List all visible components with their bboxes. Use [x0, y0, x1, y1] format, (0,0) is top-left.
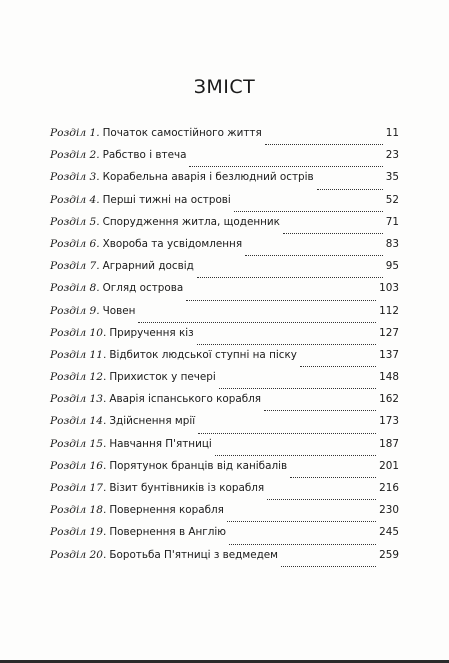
page-number: 52 — [385, 193, 399, 206]
page-number: 162 — [379, 393, 399, 406]
page-number: 23 — [385, 149, 399, 162]
page-number: 259 — [379, 548, 399, 561]
page-number: 148 — [379, 371, 399, 384]
chapter-label: Розділ 19. — [50, 526, 107, 539]
dot-leader — [264, 410, 376, 411]
dot-leader — [267, 499, 376, 500]
chapter-title: Приручення кіз — [109, 326, 194, 339]
chapter-title: Порятунок бранців від канібалів — [109, 459, 288, 472]
toc-entry — [50, 194, 399, 216]
chapter-label: Розділ 17. — [50, 482, 107, 494]
chapter-title: Здійснення мрії — [109, 415, 196, 428]
chapter-title: Навчання П'ятниці — [109, 437, 212, 450]
toc-entry — [50, 282, 399, 304]
dot-leader — [189, 166, 382, 167]
chapter-title: Хвороба та усвідомлення — [102, 237, 243, 250]
dot-leader — [215, 455, 376, 456]
page-title: ЗМІСТ — [193, 76, 256, 98]
chapter-title: Боротьба П'ятниці з ведмедем — [109, 548, 279, 561]
dot-leader — [229, 544, 376, 545]
chapter-title: Спорудження житла, щоденник — [102, 215, 280, 228]
page-number: 127 — [379, 326, 399, 339]
chapter-title: Корабельна аварія і безлюдний острів — [102, 171, 314, 184]
toc-entry — [50, 393, 399, 415]
page-number: 71 — [385, 215, 399, 228]
toc-entry — [50, 171, 399, 193]
chapter-title: Повернення в Англію — [109, 526, 227, 539]
chapter-title: Початок самостійного життя — [102, 127, 262, 139]
page-number: 137 — [379, 348, 399, 361]
chapter-label: Розділ 11. — [50, 348, 107, 361]
chapter-title: Відбиток людської ступні на піску — [109, 348, 297, 361]
chapter-label: Розділ 2. — [50, 149, 100, 162]
toc-entry — [50, 349, 399, 371]
chapter-label: Розділ 18. — [50, 504, 107, 517]
toc-entry — [50, 260, 399, 282]
toc-entry — [50, 526, 399, 548]
page-number: 35 — [385, 171, 399, 184]
dot-leader — [197, 277, 383, 278]
page-number: 245 — [379, 526, 399, 539]
page-number: 95 — [385, 260, 399, 273]
chapter-title: Візит бунтівників із корабля — [109, 482, 265, 494]
dot-leader — [283, 233, 383, 234]
toc-entry — [50, 371, 399, 393]
chapter-label: Розділ 13. — [50, 393, 107, 406]
dot-leader — [227, 521, 376, 522]
chapter-label: Розділ 3. — [50, 171, 100, 184]
page-number: 103 — [379, 282, 399, 295]
chapter-label: Розділ 8. — [50, 282, 100, 295]
dot-leader — [219, 388, 376, 389]
dot-leader — [138, 322, 376, 323]
chapter-title: Рабство і втеча — [102, 149, 187, 162]
dot-leader — [290, 477, 376, 478]
toc-entry — [50, 415, 399, 437]
chapter-label: Розділ 7. — [50, 260, 100, 273]
toc-entry — [50, 127, 399, 149]
toc-entry — [50, 305, 399, 327]
chapter-label: Розділ 14. — [50, 415, 107, 428]
chapter-label: Розділ 15. — [50, 437, 107, 450]
toc-entry — [50, 327, 399, 349]
chapter-label: Розділ 1. — [50, 127, 100, 139]
dot-leader — [300, 366, 376, 367]
toc-entry — [50, 460, 399, 482]
dot-leader — [198, 433, 376, 434]
dot-leader — [281, 566, 376, 567]
chapter-title: Огляд острова — [102, 282, 184, 295]
toc-entry — [50, 549, 399, 571]
chapter-label: Розділ 9. — [50, 304, 100, 317]
toc-entry — [50, 438, 399, 460]
chapter-label: Розділ 5. — [50, 215, 100, 228]
dot-leader — [317, 189, 383, 190]
toc-entry — [50, 216, 399, 238]
chapter-title: Човен — [102, 304, 136, 317]
toc-entry — [50, 504, 399, 526]
chapter-label: Розділ 10. — [50, 326, 107, 339]
chapter-label: Розділ 12. — [50, 371, 107, 384]
chapter-title: Прихисток у печері — [109, 371, 216, 384]
page-number: 230 — [379, 504, 399, 517]
chapter-label: Розділ 4. — [50, 193, 100, 206]
chapter-title: Аграрний досвід — [102, 260, 194, 273]
page-number: 83 — [385, 237, 399, 250]
page-number: 187 — [379, 437, 399, 450]
dot-leader — [197, 344, 377, 345]
dot-leader — [234, 211, 383, 212]
chapter-label: Розділ 6. — [50, 237, 100, 250]
page-number: 112 — [379, 304, 399, 317]
chapter-title: Аварія іспанського корабля — [109, 393, 262, 406]
page-number: 173 — [379, 415, 399, 428]
chapter-label: Розділ 16. — [50, 459, 107, 472]
toc-entry — [50, 149, 399, 171]
page-number: 216 — [379, 482, 399, 494]
dot-leader — [265, 144, 383, 145]
page-number: 11 — [385, 127, 399, 139]
toc-entry — [50, 238, 399, 260]
chapter-title: Перші тижні на острові — [102, 193, 231, 206]
page-number: 201 — [379, 459, 399, 472]
dot-leader — [245, 255, 383, 256]
chapter-title: Повернення корабля — [109, 504, 224, 517]
chapter-label: Розділ 20. — [50, 548, 107, 561]
dot-leader — [186, 300, 376, 301]
toc-entry — [50, 482, 399, 504]
table-of-contents — [50, 127, 399, 571]
